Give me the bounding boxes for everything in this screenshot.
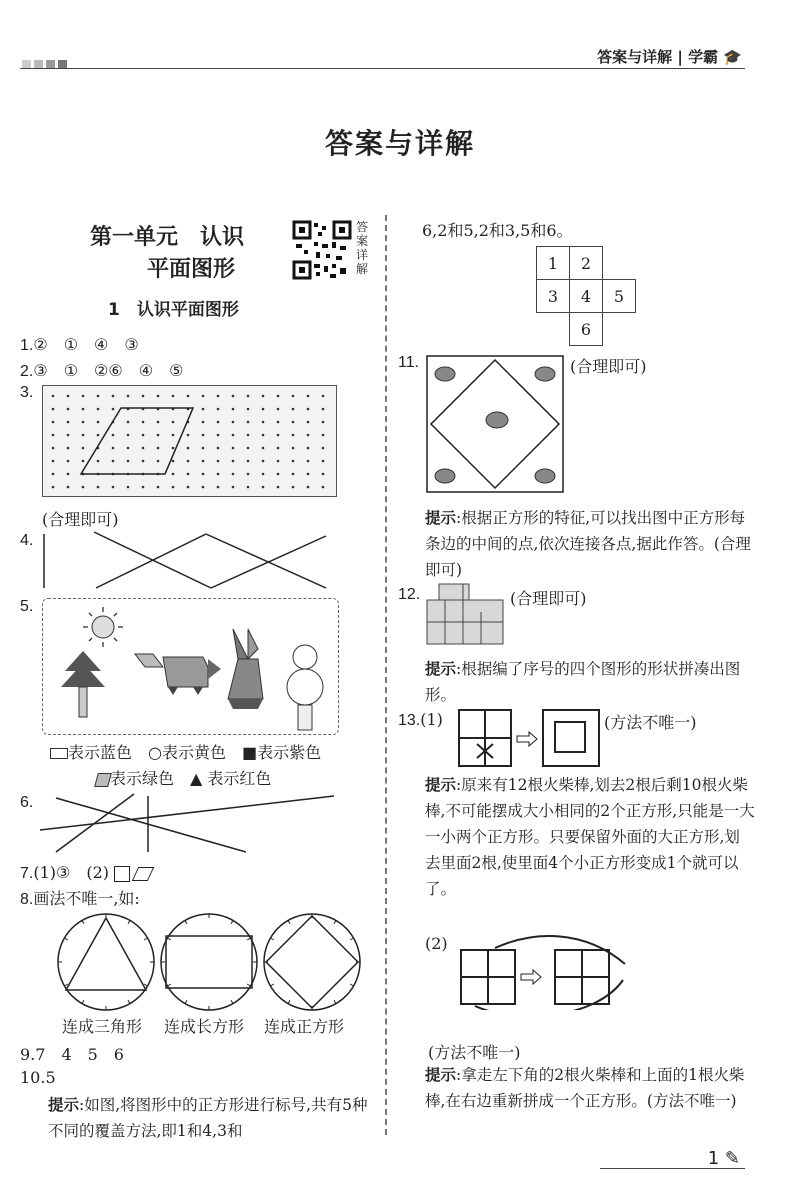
grid-dot [262,447,265,450]
grid-dot [52,460,55,463]
grid-dot [292,460,295,463]
grid-dot [52,395,55,398]
answer-9: 9.7 4 5 6 [20,1045,124,1064]
page-title: 答案与详解 [324,127,475,160]
grid-dot [157,434,160,437]
hint-11: 提示:根据正方形的特征,可以找出图中正方形每条边的中间的点,依次连接各点,据此作答。(合理即可) [425,509,751,579]
section-title: 1 认识平面图形 [108,300,239,320]
answer-4-number: 4. [20,532,34,549]
net-cell: 3 [537,280,570,313]
grid-dot [202,460,205,463]
cube-net [536,246,636,346]
grid-dot [142,421,145,424]
grid-dot [97,460,100,463]
grid-dot [172,434,175,437]
dot-grid-svg [43,386,336,496]
grid-dot [202,447,205,450]
grid-dot [112,434,115,437]
circle-tick [270,938,273,940]
grid-dot [262,421,265,424]
grid-dot [247,395,250,398]
circle-tick [334,920,336,923]
caption-triangle: 连成三角形 [62,1017,143,1036]
grid-dot [142,460,145,463]
grid-dot [322,434,325,437]
net-cell: 4 [570,280,603,313]
grid-dot [292,395,295,398]
qr-caption: 答案详解 [356,220,369,276]
grid-dot [97,408,100,411]
net-cell: 5 [603,280,636,313]
brand-label: 学霸 [688,48,719,66]
qr-code[interactable] [292,220,352,280]
circle-tick [231,920,233,923]
answer-3-number: 3. [20,384,34,401]
grid-dot [322,447,325,450]
grid-dot [187,486,190,489]
grid-dot [262,460,265,463]
grid-dot [262,395,265,398]
matchstick-figure-1 [455,706,605,770]
grid-dot [157,395,160,398]
grid-dot [307,434,310,437]
rectangle-swatch-icon [50,748,68,759]
grid-dot [322,421,325,424]
grid-dot [157,460,160,463]
grid-dot [217,447,220,450]
grid-dot [52,486,55,489]
grid-dot [322,408,325,411]
grid-dot [67,460,70,463]
grid-dot [52,434,55,437]
grid-dot [217,473,220,476]
arrow-right-icon [517,732,537,746]
grid-dot [157,421,160,424]
hint-13b: 提示:拿走左下角的2根火柴棒和上面的1根火柴棒,在右边重新拼成一个正方形。(方法不唯一) [425,1066,745,1110]
hint-10: 提示:如图,将图形中的正方形进行标号,共有5种不同的覆盖方法,即1和4,3和 [48,1096,368,1140]
circle-tick [185,1000,187,1003]
grid-dot [172,473,175,476]
grid-dot [127,460,130,463]
circle-tick [185,920,187,923]
grid-dot [187,434,190,437]
grid-dot [202,395,205,398]
grid-dot [67,447,70,450]
grid-dot [112,460,115,463]
grid-dot [217,421,220,424]
grid-dot [82,447,85,450]
grid-dot [157,486,160,489]
grid-dot [307,408,310,411]
answer-13-note1: (方法不唯一) [604,713,697,732]
grid-dot [202,421,205,424]
grid-dot [232,473,235,476]
grid-dot [277,473,280,476]
grid-dot [187,395,190,398]
grid-dot [52,473,55,476]
pencil-icon: ✎ [724,1148,740,1169]
matchstick-figure-2 [455,930,640,1010]
circle-tick [82,1000,84,1003]
header-decoration [22,54,70,73]
grid-dot [82,421,85,424]
page-number: 1 ✎ [707,1148,740,1169]
arrow-right-icon [521,970,541,984]
unit-title-line2: 平面图形 [147,257,236,282]
tangram-figure [42,598,339,735]
grid-dot [277,447,280,450]
grid-dot [292,447,295,450]
circle-tick [64,938,67,940]
grid-dot [217,395,220,398]
answer-8-circles [56,912,361,1012]
grid-dot [307,395,310,398]
grid-dot [97,421,100,424]
answer-8: 8.画法不唯一,如: [20,889,140,908]
grid-dot [322,486,325,489]
grid-dot [247,408,250,411]
grid-dot [247,434,250,437]
color-legend-line2: 表示绿色 ▲ 表示红色 [96,766,271,789]
caption-square: 连成正方形 [264,1017,345,1036]
hint-13a: 提示:原来有12根火柴棒,划去2根后剩10根火柴棒,不可能摆成大小相同的2个正方形,只能是一大一小两个正方形。只要保留外面的大正方形,划去里面2根,使里面4个小正方形变成1个就可以了。 [425,776,755,898]
grid-dot [307,460,310,463]
grid-dot [52,421,55,424]
grid-dot [292,486,295,489]
dot-grid-figure [42,385,337,497]
answer-6-lines [36,790,336,856]
grid-dot [52,408,55,411]
grid-dot [262,434,265,437]
circle-tick [231,1000,233,1003]
circle-tick [144,984,147,986]
grid-dot [187,473,190,476]
grid-dot [322,395,325,398]
hint-10-continued: 6,2和5,2和3,5和6。 [422,221,573,240]
grid-dot [322,473,325,476]
grid-dot [142,434,145,437]
circle-tick [350,938,353,940]
grid-dot [232,460,235,463]
grid-dot [172,395,175,398]
grid-dot [322,460,325,463]
grid-dot [292,434,295,437]
answer-12-figure [425,582,505,646]
header-rule [20,68,745,69]
grid-dot [127,395,130,398]
grid-dot [292,473,295,476]
answer-12-number: 12. [398,586,421,603]
answer-13-part2: (2) [425,934,448,953]
column-divider [385,215,387,1135]
circle-tick [288,920,290,923]
grid-dot [217,408,220,411]
grid-dot [202,473,205,476]
header-title: 答案与详解 | 学霸 🎓 [597,48,742,66]
answer-12-note: (合理即可) [510,589,587,608]
grid-dot [67,395,70,398]
answer-11-note: (合理即可) [570,357,647,376]
grid-dot [172,460,175,463]
circle-tick [247,938,250,940]
answer-5-number: 5. [20,598,34,615]
hint-12: 提示:根据编了序号的四个图形的形状拼凑出图形。 [425,660,741,704]
circle-tick [82,920,84,923]
grid-dot [127,434,130,437]
circle-tick [167,984,170,986]
grid-dot [112,408,115,411]
grid-dot [172,486,175,489]
grid-dot [217,486,220,489]
graduation-cap-icon: 🎓 [723,48,742,66]
grid-dot [292,421,295,424]
answer-7: 7.(1)③ (2) [20,860,151,883]
unit-title-line1: 第一单元 认识 [90,225,245,250]
grid-dot [232,408,235,411]
grid-dot [82,486,85,489]
grid-dot [277,434,280,437]
grid-dot [247,447,250,450]
answer-1: 1.② ① ④ ③ [20,335,139,354]
grid-dot [292,408,295,411]
grid-dot [277,460,280,463]
grid-dot [67,408,70,411]
grid-dot [112,447,115,450]
circle-tick [247,984,250,986]
grid-dot [232,486,235,489]
grid-dot [232,395,235,398]
grid-dot [142,395,145,398]
grid-dot [127,486,130,489]
grid-dot [67,421,70,424]
answer-2: 2.③ ① ②⑥ ④ ⑤ [20,361,184,380]
answer-13-part1: 13.(1) [398,710,443,729]
grid-dot [217,460,220,463]
tangram-drawings [43,599,338,734]
grid-dot [262,473,265,476]
grid-dot [232,447,235,450]
net-cell: 6 [570,313,603,346]
grid-dot [127,421,130,424]
grid-dot [97,434,100,437]
grid-dot [82,395,85,398]
grid-dot [307,421,310,424]
grid-dot [277,408,280,411]
grid-dot [157,447,160,450]
grid-dot [112,486,115,489]
grid-dot [262,408,265,411]
circle-tick [144,938,147,940]
grid-dot [82,434,85,437]
grid-dot [142,486,145,489]
answer-6-number: 6. [20,794,34,811]
grid-dot [217,434,220,437]
grid-dot [97,395,100,398]
grid-dot [247,473,250,476]
grid-dot [82,408,85,411]
grid-dot [142,447,145,450]
parallelogram-icon [132,867,155,881]
grid-dot [112,395,115,398]
circle-tick [350,984,353,986]
grid-dot [247,421,250,424]
grid-dot [232,434,235,437]
caption-rectangle: 连成长方形 [164,1017,245,1036]
grid-dot [172,421,175,424]
grid-dot [172,447,175,450]
net-cell: 1 [537,247,570,280]
grid-dot [202,408,205,411]
grid-dot [82,460,85,463]
grid-dot [202,434,205,437]
grid-dot [67,473,70,476]
circle-tick [270,984,273,986]
grid-dot [232,421,235,424]
grid-dot [247,486,250,489]
grid-dot [277,421,280,424]
turtle-square-figure [425,354,565,494]
answer-11-number: 11. [398,354,420,371]
grid-dot [187,460,190,463]
answer-13-note2: (方法不唯一) [428,1043,521,1062]
square-icon [114,866,130,882]
grid-dot [67,434,70,437]
grid-dot [52,447,55,450]
grid-dot [247,460,250,463]
grid-dot [307,447,310,450]
grid-dot [277,395,280,398]
grid-dot [127,447,130,450]
answer-4-lines [36,528,336,592]
grid-dot [277,486,280,489]
parallelogram-drawing [81,408,193,474]
answer-3-note: (合理即可) [42,510,119,529]
color-legend-line1: 表示蓝色 ○表示黄色 ■表示紫色 [50,740,321,763]
circle-tick [288,1000,290,1003]
circle-tick [167,938,170,940]
answer-10: 10.5 [20,1068,56,1087]
circle-tick [128,920,130,923]
circle-tick [334,1000,336,1003]
net-cell: 2 [570,247,603,280]
circle-tick [64,984,67,986]
grid-dot [67,486,70,489]
grid-dot [97,486,100,489]
grid-dot [187,447,190,450]
grid-dot [202,486,205,489]
grid-dot [307,486,310,489]
grid-dot [262,486,265,489]
circle-tick [128,1000,130,1003]
grid-dot [307,473,310,476]
